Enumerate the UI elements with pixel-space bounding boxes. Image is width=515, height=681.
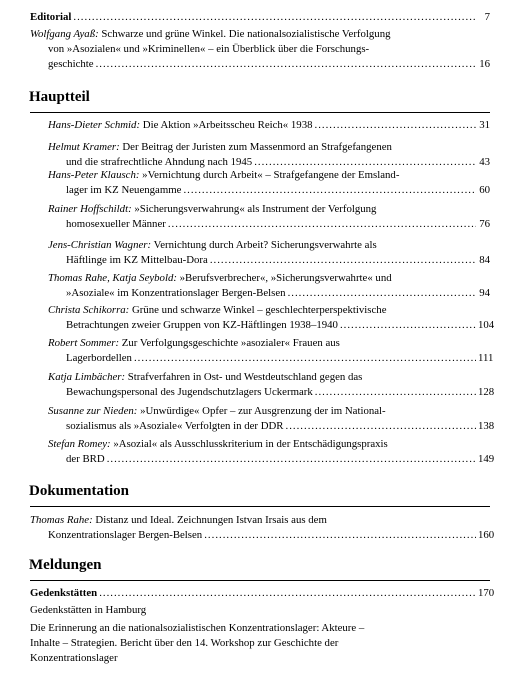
entry-page: 149 — [478, 453, 495, 465]
dot-leader — [183, 183, 476, 198]
dot-leader — [96, 57, 476, 72]
entry-author: Wolfgang Ayaß: — [30, 28, 99, 40]
section-heading-meldungen: Meldungen — [29, 557, 102, 573]
entry-title-line1: Die Aktion »Arbeitsscheu Reich« 1938 — [142, 119, 313, 131]
entry-title-line1: »Unwürdige« Opfer – zur Ausgrenzung der im National- — [140, 405, 386, 417]
entry-author: Christa Schikorra: — [48, 304, 130, 316]
toc-entry — [48, 202, 490, 232]
entry-author: Rainer Hoffschildt: — [48, 203, 132, 215]
dot-leader — [315, 118, 477, 133]
entry-title-line1: Grüne und schwarze Winkel – geschlechterperspektivische — [131, 304, 387, 316]
erinnerung-line1: Die Erinnerung an die nationalsozialistischen Konzentrationslager: Akteure – — [30, 622, 365, 634]
section-heading-dokumentation: Dokumentation — [29, 483, 130, 499]
dot-leader — [107, 452, 476, 467]
toc-entry-gedenkstaetten — [30, 586, 495, 601]
section-rule — [30, 506, 490, 507]
dot-leader — [204, 528, 476, 543]
section-heading-hauptteil: Hauptteil — [29, 89, 90, 105]
entry-title-line2: Betrachtungen zweier Gruppen von KZ-Häftlingen 1938–1940 — [66, 319, 338, 331]
entry-author: Helmut Kramer: — [48, 141, 120, 153]
editorial-title: Editorial — [30, 11, 72, 23]
dot-leader — [286, 419, 477, 434]
entry-title-line2: Lagerbordellen — [66, 352, 132, 364]
entry-title-line3: geschichte — [48, 58, 94, 70]
entry-page: 84 — [479, 254, 490, 266]
dot-leader — [288, 286, 476, 301]
dot-leader — [99, 586, 476, 601]
dot-leader — [340, 318, 476, 333]
entry-title-line2: und die strafrechtliche Ahndung nach 1945 — [66, 156, 253, 168]
entry-page: 43 — [479, 156, 490, 168]
toc-entry — [48, 168, 490, 198]
entry-title-line1: »Asozial« als Ausschlusskriterium in der Entschädigungspraxis — [113, 438, 388, 450]
gedenkstaetten-page: 170 — [478, 587, 495, 599]
entry-author: Robert Sommer: — [48, 337, 120, 349]
entry-title-line2: sozialismus als »Asoziale« Verfolgten in der DDR — [66, 420, 284, 432]
entry-title-line1: Strafverfahren in Ost- und Westdeutschland gegen das — [127, 371, 363, 383]
editorial-page: 7 — [484, 11, 490, 23]
entry-author: Thomas Rahe: — [30, 514, 93, 526]
section-rule — [30, 112, 490, 113]
entry-title-line1: Zur Verfolgungsgeschichte »asozialer« Frauen aus — [121, 337, 340, 349]
dot-leader — [134, 351, 476, 366]
erinnerung-line2: Inhalte – Strategien. Bericht über den 14. Workshop zur Geschichte der — [30, 637, 339, 649]
entry-page: 60 — [479, 184, 490, 196]
toc-entry — [48, 271, 490, 301]
toc-entry — [48, 140, 490, 170]
entry-page: 111 — [478, 352, 494, 364]
entry-author: Hans-Peter Klausch: — [48, 169, 140, 181]
entry-page: 94 — [479, 287, 490, 299]
toc-entry — [48, 238, 490, 268]
entry-title-line1: Der Beitrag der Juristen zum Massenmord an Strafgefangenen — [122, 141, 392, 153]
entry-page: 31 — [479, 119, 490, 131]
entry-author: Susanne zur Nieden: — [48, 405, 138, 417]
entry-title-line1: Schwarze und grüne Winkel. Die nationalsozialistische Verfolgung — [101, 28, 391, 40]
entry-author: Thomas Rahe, Katja Seybold: — [48, 272, 177, 284]
entry-title-line1: Vernichtung durch Arbeit? Sicherungsverwahrte als — [153, 239, 377, 251]
entry-title-line1: »Sicherungsverwahrung« als Instrument der Verfolgung — [134, 203, 377, 215]
erinnerung-line3: Konzentrationslager — [30, 652, 118, 664]
gedenkstaetten-title: Gedenkstätten — [30, 587, 98, 599]
toc-entry-ayass — [30, 27, 490, 72]
entry-author: Jens-Christian Wagner: — [48, 239, 152, 251]
entry-title-line1: »Vernichtung durch Arbeit« – Strafgefangene der Emsland- — [142, 169, 400, 181]
toc-entry — [48, 404, 495, 434]
entry-author: Stefan Romey: — [48, 438, 111, 450]
toc-entry-erinnerung — [30, 621, 490, 666]
toc-entry — [48, 437, 495, 467]
dot-leader — [315, 385, 476, 400]
entry-title-line2: der BRD — [66, 453, 105, 465]
dot-leader — [73, 10, 476, 25]
entry-title-line2: Konzentrationslager Bergen-Belsen — [48, 529, 203, 541]
entry-page: 104 — [478, 319, 495, 331]
entry-page: 128 — [478, 386, 495, 398]
entry-title-line1: Distanz und Ideal. Zeichnungen Istvan Irsais aus dem — [95, 514, 327, 526]
entry-title-line2: lager im KZ Neuengamme — [66, 184, 182, 196]
entry-title-line2: Bewachungspersonal des Jugendschutzlagers Uckermark — [66, 386, 313, 398]
entry-page: 76 — [479, 218, 490, 230]
entry-page: 160 — [478, 529, 495, 541]
entry-author: Hans-Dieter Schmid: — [48, 119, 141, 131]
entry-author: Katja Limbächer: — [48, 371, 126, 383]
dot-leader — [168, 217, 476, 232]
entry-page: 16 — [479, 58, 490, 70]
toc-entry-editorial — [30, 10, 490, 25]
toc-entry — [48, 370, 495, 400]
hamburg-title: Gedenkstätten in Hamburg — [30, 604, 147, 616]
toc-entry-rahe-dokumentation — [30, 513, 495, 543]
entry-title-line2: homosexueller Männer — [66, 218, 166, 230]
toc-entry — [48, 118, 490, 133]
toc-entry-hamburg — [30, 603, 490, 618]
entry-title-line1: »Berufsverbrecher«, »Sicherungsverwahrte« und — [179, 272, 392, 284]
entry-title-line2: Häftlinge im KZ Mittelbau-Dora — [66, 254, 208, 266]
section-rule — [30, 580, 490, 581]
toc-entry — [48, 303, 495, 333]
entry-page: 138 — [478, 420, 495, 432]
entry-title-line2: »Asoziale« im Konzentrationslager Bergen-Belsen — [66, 287, 286, 299]
entry-title-line2: von »Asozialen« und »Kriminellen« – ein Überblick über die Forschungs- — [48, 43, 370, 55]
toc-entry — [48, 336, 494, 366]
dot-leader — [210, 253, 476, 268]
